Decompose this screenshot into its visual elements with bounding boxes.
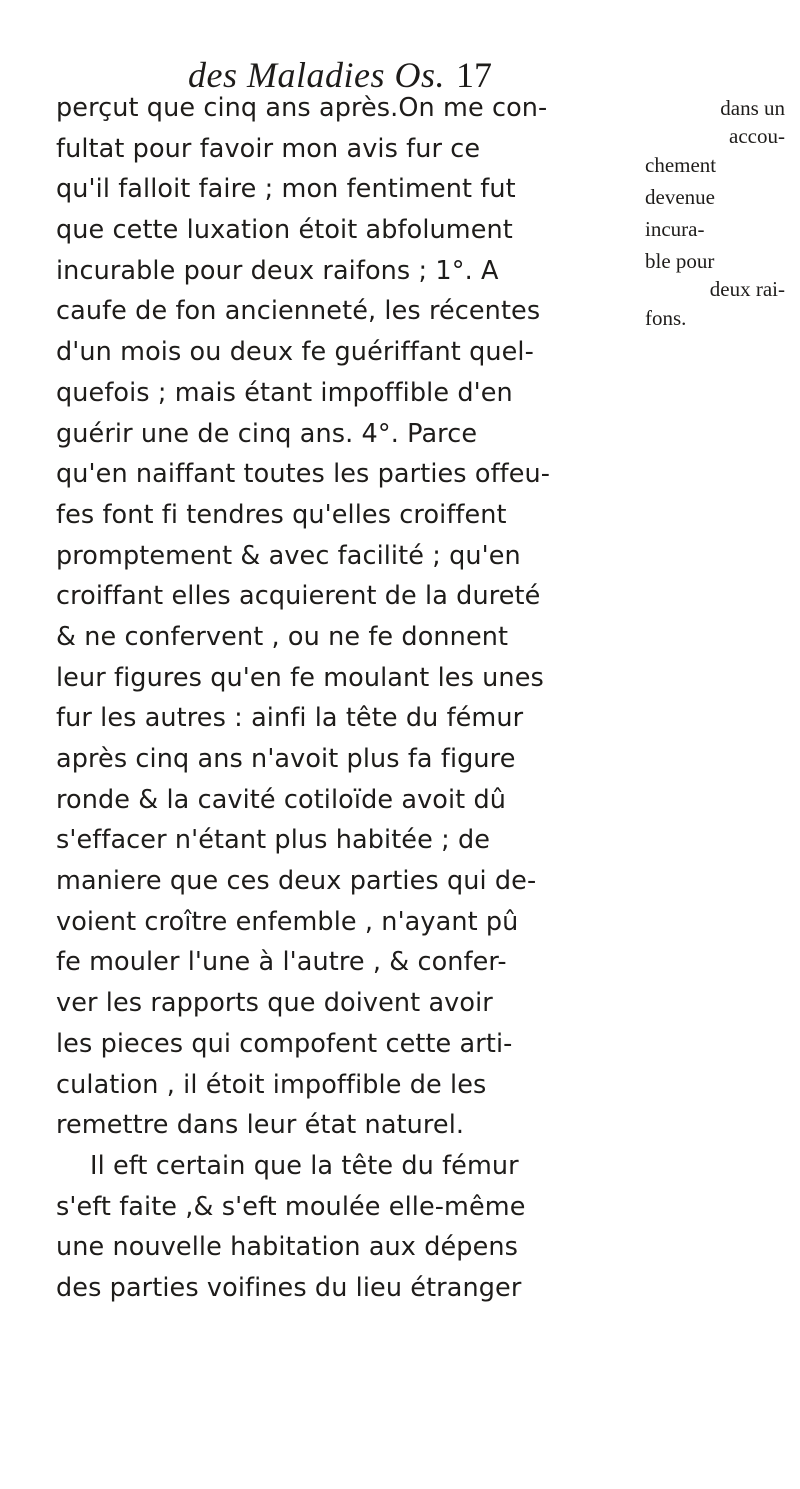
text-line: après cinq ans n'avoit plus fa figure [56, 744, 516, 774]
text-line: des parties voifines du lieu étranger [56, 1272, 522, 1303]
text-line: promptement & avec facilité ; qu'en [56, 540, 521, 571]
margin-note-line: accou- [729, 124, 785, 148]
text-line: s'eft faite ,& s'eft moulée elle-même [56, 1191, 526, 1222]
text-line: qu'en naiffant toutes les parties offeu- [56, 459, 551, 490]
text-line: & ne confervent , ou ne fe donnent [56, 621, 509, 652]
text-line: s'effacer n'étant plus habitée ; de [56, 825, 491, 856]
text-line: maniere que ces deux parties qui de- [56, 866, 537, 897]
margin-note-line: ble pour [645, 249, 715, 273]
page-number: 17 [456, 55, 492, 95]
text-line: ronde & la cavité cotiloïde avoit dû [56, 784, 506, 815]
text-line: quefois ; mais étant impoffible d'en [56, 377, 513, 408]
text-line: fe mouler l'une à l'autre , & confer- [56, 947, 507, 978]
text-line: ver les rapports que doivent avoir [56, 988, 493, 1019]
margin-note [645, 92, 795, 334]
margin-note-line: dans un [720, 96, 785, 120]
text-line: fultat pour favoir mon avis fur ce [56, 133, 481, 164]
text-line: que cette luxation étoit abfolument [56, 215, 513, 246]
text-line: voient croître enfemble , n'ayant pû [56, 906, 519, 937]
margin-note-line: chement [645, 153, 717, 177]
text-line: incurable pour deux raifons ; 1°. A [56, 255, 499, 286]
text-line: perçut que cinq ans après.On me con- [56, 93, 548, 123]
text-line: fur les autres : ainfi la tête du fémur [56, 703, 524, 734]
margin-note-line: deux rai- [709, 277, 785, 301]
text-line: caufe de fon ancienneté, les récentes [56, 296, 541, 327]
margin-note-line: incura- [645, 217, 705, 241]
running-title: des Maladies Os. [188, 55, 445, 95]
text-line: qu'il falloit faire ; mon fentiment fut [56, 174, 516, 205]
text-line: une nouvelle habitation aux dépens [56, 1232, 519, 1263]
text-line: fes font fi tendres qu'elles croiffent [56, 499, 507, 530]
text-line: croiffant elles acquierent de la dureté [56, 581, 541, 612]
body-text [56, 88, 636, 1309]
margin-note-line: devenue [645, 185, 715, 209]
text-line: Il eft certain que la tête du fémur [90, 1150, 519, 1181]
text-line: d'un mois ou deux fe guériffant quel- [56, 337, 534, 368]
margin-note-line: fons. [645, 306, 687, 330]
text-line: guérir une de cinq ans. 4°. Parce [56, 418, 478, 449]
text-line: culation , il étoit impoffible de les [56, 1069, 487, 1100]
text-line: leur figures qu'en fe moulant les unes [56, 662, 544, 693]
text-line: remettre dans leur état naturel. [56, 1110, 465, 1141]
text-line: les pieces qui compofent cette arti- [56, 1028, 513, 1059]
